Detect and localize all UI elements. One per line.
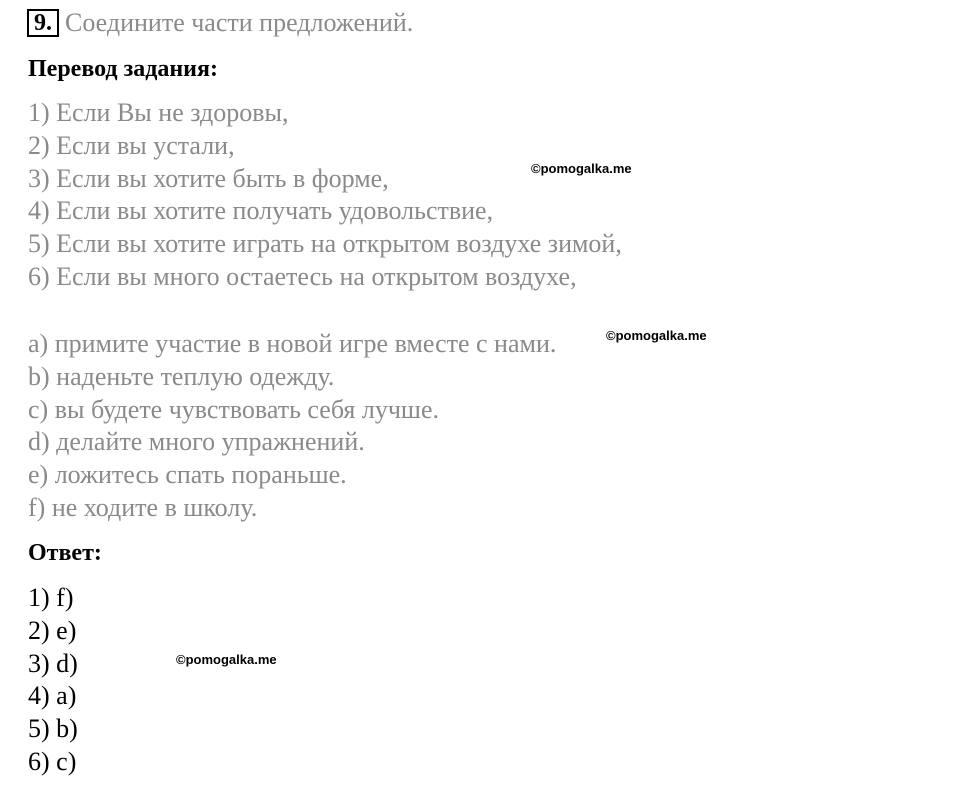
list-item: a) примите участие в новой игре вместе с нами.	[28, 329, 557, 358]
list-item: 6) c)	[28, 746, 77, 776]
list-item: 3) d)	[28, 648, 78, 678]
list-item: 2) e)	[28, 615, 77, 645]
list-item: 2) Если вы устали,	[28, 130, 235, 160]
sentence-beginnings-list	[28, 97, 622, 294]
list-item: 6) Если вы много остаетесь на открытом воздухе,	[28, 261, 577, 291]
list-item: 3) Если вы хотите быть в форме,	[28, 163, 389, 193]
list-item: c) вы будете чувствовать себя лучше.	[28, 394, 439, 424]
list-item: 4) a)	[28, 681, 77, 711]
list-item: 1) f)	[28, 583, 74, 612]
answer-heading: Ответ:	[28, 540, 102, 566]
list-item: 1) Если Вы не здоровы,	[28, 98, 289, 127]
translation-heading: Перевод задания:	[28, 56, 218, 82]
task-header	[27, 6, 413, 40]
list-item: e) ложитесь спать пораньше.	[28, 460, 347, 490]
watermark: ©pomogalka.me	[606, 328, 707, 343]
list-item: d) делайте много упражнений.	[28, 427, 365, 457]
list-item: b) наденьте теплую одежду.	[28, 361, 335, 391]
task-instruction: Соедините части предложений.	[65, 8, 414, 37]
watermark: ©pomogalka.me	[531, 161, 632, 176]
sentence-endings-list	[28, 328, 556, 525]
list-item: f) не ходите в школу.	[28, 492, 258, 522]
answer-list	[28, 582, 78, 779]
watermark: ©pomogalka.me	[176, 652, 277, 667]
list-item: 4) Если вы хотите получать удовольствие,	[28, 196, 494, 226]
list-item: 5) b)	[28, 714, 78, 744]
list-item: 5) Если вы хотите играть на открытом воздухе зимой,	[28, 229, 622, 259]
task-number: 9.	[27, 9, 59, 37]
